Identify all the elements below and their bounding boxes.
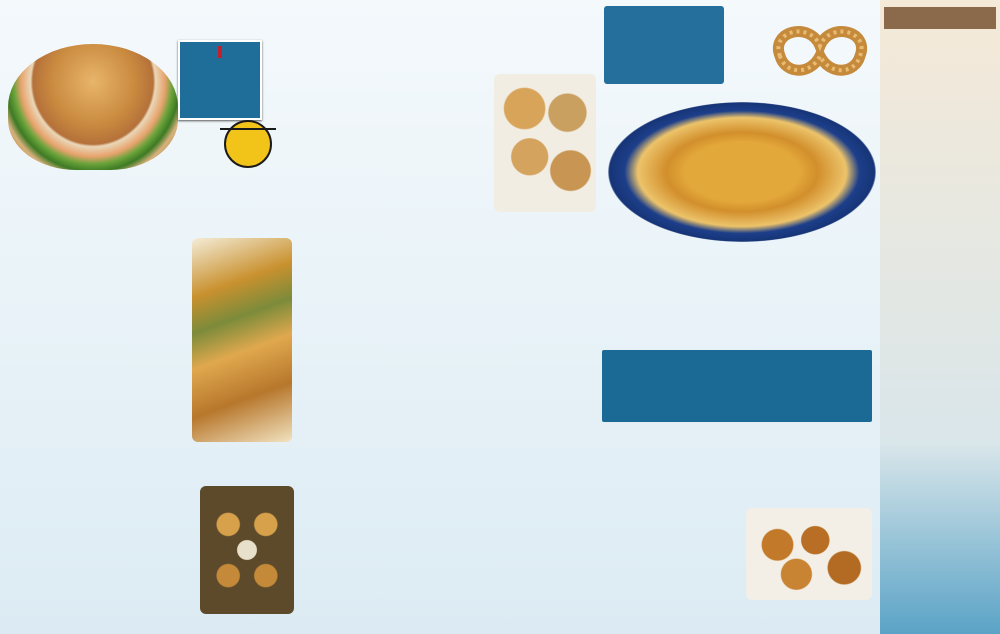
crab-cake-sandwich-photo <box>8 44 178 170</box>
value-combo-box <box>602 350 872 422</box>
column-specials <box>880 0 1000 634</box>
award-badge <box>220 120 276 184</box>
column-fries-sides <box>600 0 880 634</box>
column-sandwiches <box>0 0 298 634</box>
pretzel-image <box>760 16 880 80</box>
supreme-crab-combo-photo <box>608 102 876 242</box>
specials-title <box>884 7 996 29</box>
pretzel-box <box>604 6 724 84</box>
crab-stuffed-mushroom-photo <box>200 486 294 614</box>
crab-cakes-photo <box>494 74 596 212</box>
promo-premium <box>218 46 222 58</box>
soft-shell-crab-photo <box>192 238 292 442</box>
column-entrees <box>300 0 600 634</box>
hash-puppies-photo <box>746 508 872 600</box>
promo-box <box>178 40 262 120</box>
award-years <box>220 128 276 130</box>
